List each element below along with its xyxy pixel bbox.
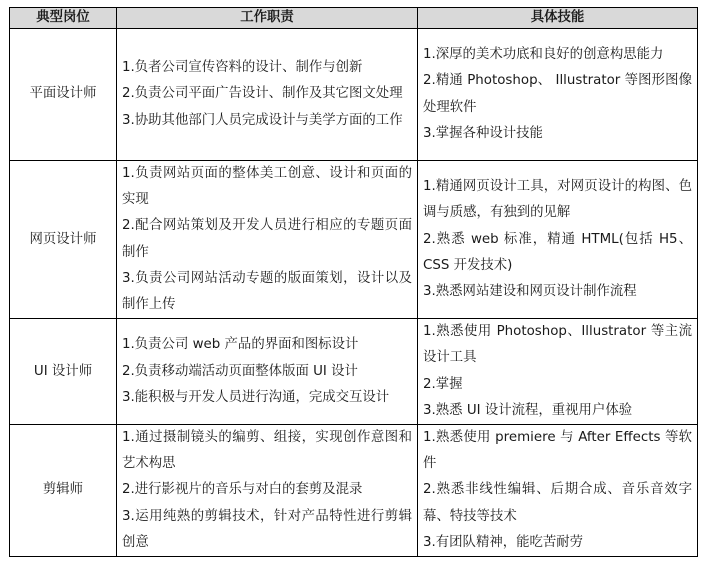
table-row	[10, 319, 698, 425]
duty-line: 2.负责公司平面广告设计、制作及其它图文处理	[122, 86, 403, 102]
skill-line: 3.掌握各种设计技能	[423, 125, 543, 141]
duty-line: 2.配合网站策划及开发人员进行相应的专题页面制作	[122, 218, 412, 260]
table-row	[10, 425, 698, 557]
table-header	[10, 8, 698, 29]
duty-line: 1.负责网站页面的整体美工创意、设计和页面的实现	[122, 166, 412, 208]
header-row	[10, 8, 698, 29]
duty-line: 1.通过摄制镜头的编剪、组接，实现创作意图和艺术构思	[122, 430, 412, 472]
duty-line: 1.负者公司宣传咨料的设计、制作与创新	[122, 60, 363, 76]
skill-line: 1.熟悉使用 premiere 与 After Effects 等软件	[423, 430, 692, 472]
duty-line: 1.负责公司 web 产品的界面和图标设计	[122, 337, 359, 353]
role-cell: UI 设计师	[10, 319, 117, 425]
duties-cell	[117, 425, 418, 557]
header-role: 典型岗位	[10, 8, 117, 29]
role-cell: 平面设计师	[10, 29, 117, 161]
table-body	[10, 29, 698, 557]
skill-line: 2.精通 Photoshop、 Illustrator 等图形图像处理软件	[423, 73, 692, 115]
skill-line: 1.精通网页设计工具，对网页设计的构图、色调与质感，有独到的见解	[423, 179, 692, 221]
header-duties: 工作职责	[117, 8, 418, 29]
duties-cell	[117, 29, 418, 161]
duty-line: 2.负责移动端活动页面整体版面 UI 设计	[122, 363, 358, 379]
skills-cell	[418, 29, 698, 161]
skill-line: 1.熟悉使用 Photoshop、Illustrator 等主流设计工具	[423, 324, 692, 366]
skills-cell	[418, 161, 698, 319]
table-row	[10, 29, 698, 161]
skill-line: 2.掌握	[423, 376, 463, 392]
skill-line: 3.熟悉 UI 设计流程，重视用户体验	[423, 402, 633, 418]
duties-cell	[117, 161, 418, 319]
skill-line: 2.熟悉非线性编辑、后期合成、音乐音效字幕、特技等技术	[423, 482, 692, 524]
job-skills-table	[9, 7, 698, 557]
duty-line: 3.协助其他部门人员完成设计与美学方面的工作	[122, 112, 403, 128]
duty-line: 3.负责公司网站活动专题的版面策划，设计以及制作上传	[122, 270, 412, 313]
skill-line: 1.深厚的美术功底和良好的创意构思能力	[423, 47, 664, 63]
role-cell: 网页设计师	[10, 161, 117, 319]
skills-cell	[418, 319, 698, 425]
skill-line: 2.熟悉 web 标准，精通 HTML(包括 H5、CSS 开发技术)	[423, 231, 692, 273]
header-skills: 具体技能	[418, 8, 698, 29]
duty-line: 3.运用纯熟的剪辑技术，针对产品特性进行剪辑创意	[122, 508, 412, 550]
role-cell: 剪辑师	[10, 425, 117, 557]
duties-cell	[117, 319, 418, 425]
skills-cell	[418, 425, 698, 557]
table-row	[10, 161, 698, 319]
skill-line: 3.有团队精神，能吃苦耐劳	[423, 534, 584, 550]
skill-line: 3.熟悉网站建设和网页设计制作流程	[423, 283, 637, 299]
duty-line: 3.能积极与开发人员进行沟通，完成交互设计	[122, 389, 390, 405]
duty-line: 2.进行影视片的音乐与对白的套剪及混录	[122, 482, 363, 498]
